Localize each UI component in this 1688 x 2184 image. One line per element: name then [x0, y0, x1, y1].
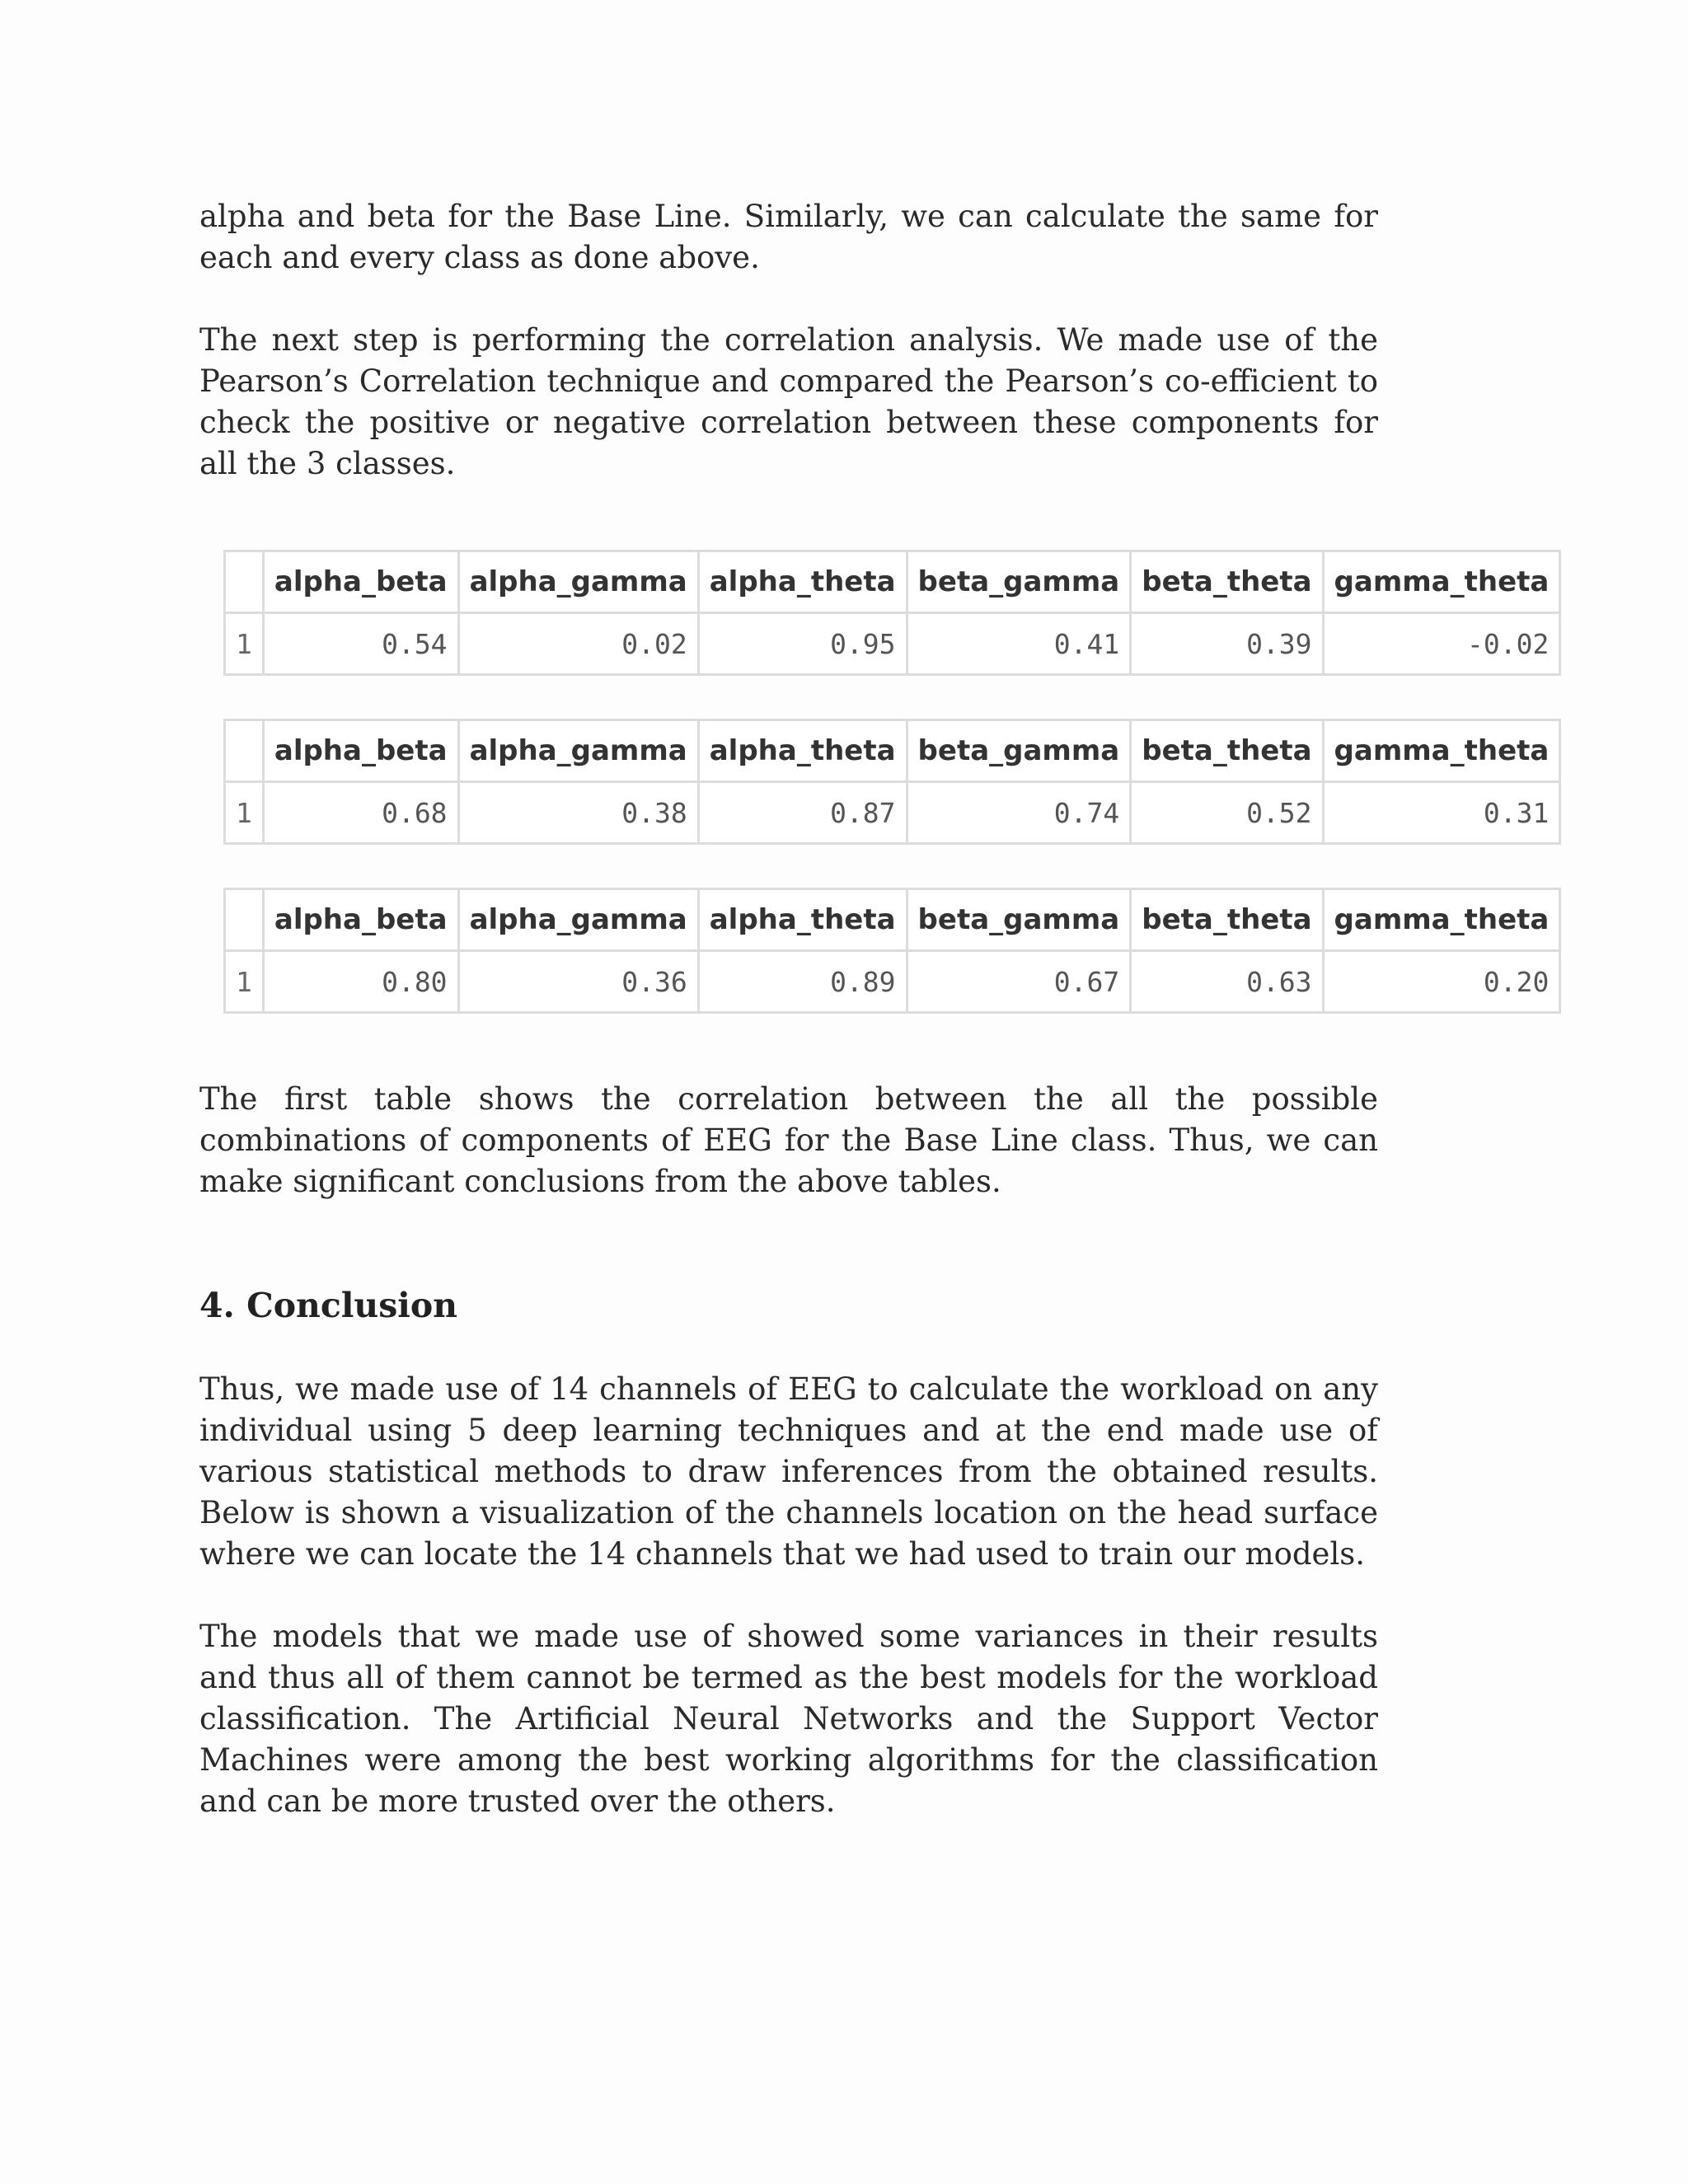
- row-index: 1: [225, 782, 264, 844]
- column-header: gamma_theta: [1323, 551, 1560, 613]
- table-header-row: [225, 889, 1560, 951]
- column-header: alpha_beta: [263, 889, 458, 951]
- table-cell: 0.52: [1131, 782, 1323, 844]
- column-header: alpha_gamma: [458, 551, 698, 613]
- document-page: [199, 196, 1550, 1822]
- paragraph-intro: alpha and beta for the Base Line. Similarly, we can calculate the same for each and every class as done above.: [199, 199, 1378, 275]
- table-cell: 0.36: [458, 951, 698, 1013]
- paragraph-table-explanation: The first table shows the correlation between the all the possible combinations of components of EEG for the Base Line class. Thus, we can make significant conclusions from the above tables.: [199, 1081, 1378, 1199]
- column-header: beta_theta: [1131, 551, 1323, 613]
- table-cell: 0.54: [263, 613, 458, 675]
- paragraph-conclusion-2: The models that we made use of showed some variances in their results and thus all of them cannot be termed as the best models for the workload classification. The Artificial Neural Networks and the Support Vector Machines were among the best working algorithms for the classification and can be more trusted over the others.: [199, 1619, 1378, 1819]
- table-cell: 0.20: [1323, 951, 1560, 1013]
- column-header: beta_gamma: [907, 889, 1131, 951]
- column-header: alpha_theta: [698, 551, 907, 613]
- correlation-table-2: [223, 719, 1561, 845]
- table-row: [225, 782, 1560, 844]
- index-header: [225, 889, 264, 951]
- table-cell: 0.68: [263, 782, 458, 844]
- table-row: [225, 613, 1560, 675]
- section-heading-conclusion: 4. Conclusion: [199, 1286, 458, 1325]
- row-index: 1: [225, 613, 264, 675]
- table-cell: 0.38: [458, 782, 698, 844]
- paragraph-conclusion-1: Thus, we made use of 14 channels of EEG to calculate the workload on any individual using 5 deep learning techniques and at the end made use of various statistical methods to draw inferences from the obtained results. Below is shown a visualization of the channels location on the head surface where we can locate the 14 channels that we had used to train our models.: [199, 1371, 1378, 1572]
- column-header: alpha_beta: [263, 551, 458, 613]
- correlation-table-3: [223, 888, 1561, 1014]
- column-header: alpha_gamma: [458, 720, 698, 782]
- column-header: beta_gamma: [907, 720, 1131, 782]
- column-header: alpha_gamma: [458, 889, 698, 951]
- paragraph-correlation-analysis: The next step is performing the correlation analysis. We made use of the Pearson’s Correlation technique and compared the Pearson’s co-efficient to check the positive or negative correlation between these components for all the 3 classes.: [199, 322, 1378, 481]
- table-cell: 0.41: [907, 613, 1131, 675]
- table-cell: 0.74: [907, 782, 1131, 844]
- column-header: beta_gamma: [907, 551, 1131, 613]
- table-cell: 0.02: [458, 613, 698, 675]
- index-header: [225, 551, 264, 613]
- correlation-table-1: [223, 550, 1561, 676]
- index-header: [225, 720, 264, 782]
- table-cell: 0.31: [1323, 782, 1560, 844]
- table-cell: 0.39: [1131, 613, 1323, 675]
- table-cell: 0.80: [263, 951, 458, 1013]
- table-cell: -0.02: [1323, 613, 1560, 675]
- table-row: [225, 951, 1560, 1013]
- table-header-row: [225, 551, 1560, 613]
- column-header: alpha_theta: [698, 720, 907, 782]
- column-header: gamma_theta: [1323, 720, 1560, 782]
- table-cell: 0.63: [1131, 951, 1323, 1013]
- column-header: gamma_theta: [1323, 889, 1560, 951]
- row-index: 1: [225, 951, 264, 1013]
- column-header: alpha_theta: [698, 889, 907, 951]
- table-cell: 0.67: [907, 951, 1131, 1013]
- column-header: alpha_beta: [263, 720, 458, 782]
- table-cell: 0.95: [698, 613, 907, 675]
- table-header-row: [225, 720, 1560, 782]
- correlation-tables: [223, 550, 1550, 1014]
- column-header: beta_theta: [1131, 720, 1323, 782]
- table-cell: 0.89: [698, 951, 907, 1013]
- column-header: beta_theta: [1131, 889, 1323, 951]
- table-cell: 0.87: [698, 782, 907, 844]
